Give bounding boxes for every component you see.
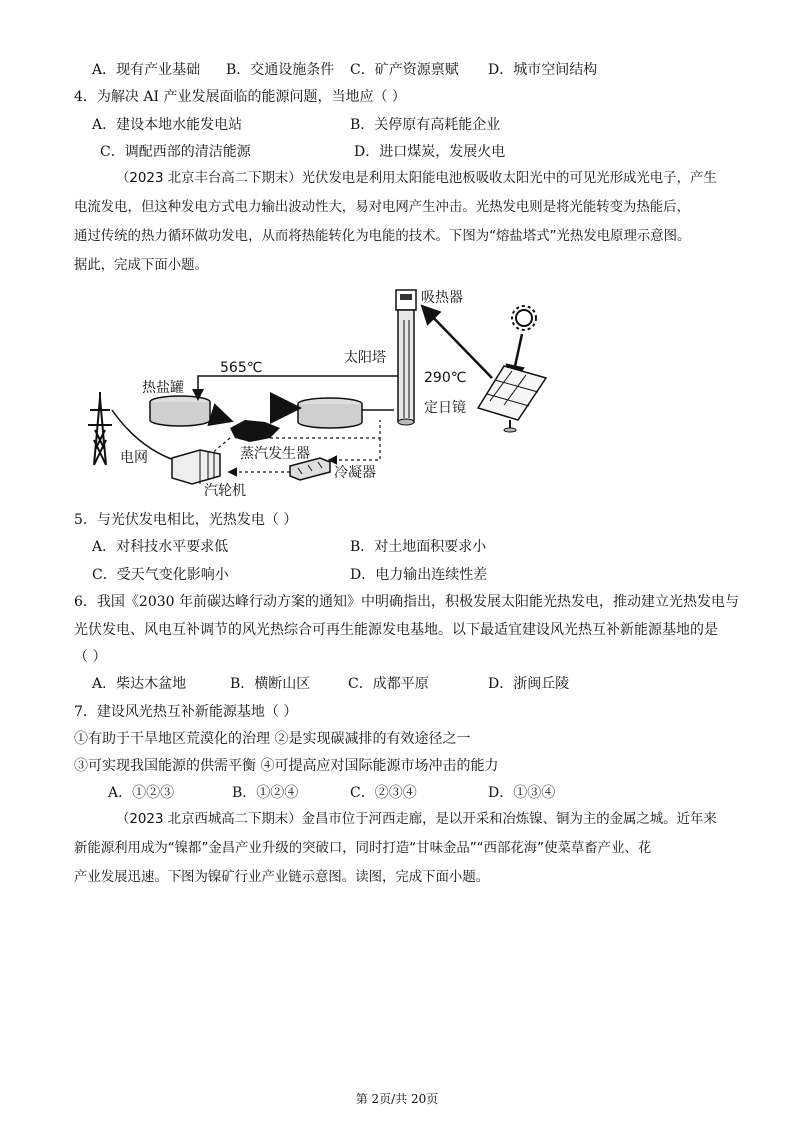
cold-salt-tank xyxy=(298,398,362,428)
power-tower-icon xyxy=(88,392,112,465)
passage1-line: （2023 北京丰台高二下期末）光伏发电是利用太阳能电池板吸收太阳光中的可见光形成光电子，产生 xyxy=(116,171,717,186)
q5-stem: 5．与光伏发电相比，光热发电（ ） xyxy=(74,512,298,528)
q4-option-b: B．关停原有高耗能企业 xyxy=(350,117,501,133)
grid-label: 电网 xyxy=(120,450,148,466)
hot-temperature-label: 565℃ xyxy=(220,360,263,376)
molten-salt-tower-diagram xyxy=(80,280,560,500)
cold-temperature-label: 290℃ xyxy=(424,370,467,386)
hot-salt-tank xyxy=(150,396,210,426)
q6-stem-line: （ ） xyxy=(74,649,107,665)
condenser-label: 冷凝器 xyxy=(334,465,376,481)
q6-stem-line: 6．我国《2030 年前碳达峰行动方案的通知》中明确指出，积极发展太阳能光热发电，推动建立光热发电与 xyxy=(74,594,739,610)
q7-item-line: ③可实现我国能源的供需平衡 ④可提高应对国际能源市场冲击的能力 xyxy=(74,758,499,774)
passage2-line: 产业发展迅速。下图为镍矿行业产业链示意图。读图，完成下面小题。 xyxy=(74,870,490,885)
q5-option-d: D．电力输出连续性差 xyxy=(350,567,488,583)
turbine xyxy=(172,450,220,484)
q6-option-c: C．成都平原 xyxy=(348,676,429,692)
passage-jinchang xyxy=(74,805,734,892)
passage1-line: 电流发电，但这种发电方式电力输出波动性大，易对电网产生冲击。光热发电则是将光能转变为热能后， xyxy=(74,200,690,215)
sun-icon xyxy=(512,306,536,330)
passage2-line: （2023 北京西城高二下期末）金昌市位于河西走廊，是以开采和冶炼镍、铜为主的金属之城。近年来 xyxy=(116,812,717,827)
q5-option-b: B．对土地面积要求小 xyxy=(350,539,487,555)
q5-option-a: A．对科技水平要求低 xyxy=(92,539,229,555)
q7-option-a: A．①②③ xyxy=(108,785,175,801)
tower-label: 太阳塔 xyxy=(344,350,386,366)
q4-option-c: C．调配西部的清洁能源 xyxy=(100,144,251,160)
q7-item-line: ①有助于干旱地区荒漠化的治理 ②是实现碳减排的有效途径之一 xyxy=(74,731,471,747)
q3-option-d: D．城市空间结构 xyxy=(488,62,598,78)
steam-generator xyxy=(230,420,280,442)
turbine-label: 汽轮机 xyxy=(204,483,246,499)
q6-option-d: D．浙闽丘陵 xyxy=(488,676,570,692)
q7-option-d: D．①③④ xyxy=(488,785,556,801)
q5-option-c: C．受天气变化影响小 xyxy=(92,567,229,583)
passage1-line: 据此，完成下面小题。 xyxy=(74,258,208,273)
passage-solar-thermal xyxy=(74,164,734,280)
q3-option-c: C．矿产资源禀赋 xyxy=(350,62,459,78)
page-number: 第 2页/共 20页 xyxy=(355,1092,439,1106)
q7-option-b: B．①②④ xyxy=(232,785,299,801)
passage1-line: 通过传统的热力循环做功发电，从而将热能转化为电能的技术。下图为“熔盐塔式”光热发电原理示意图。 xyxy=(74,229,691,244)
q7-option-c: C．②③④ xyxy=(350,785,417,801)
q3-option-b: B．交通设施条件 xyxy=(226,62,335,78)
q7-stem: 7．建设风光热互补新能源基地（ ） xyxy=(74,704,298,720)
q6-stem-line: 光伏发电、风电互补调节的风光热综合可再生能源发电基地。以下最适宜建设风光热互补新能源基地的是 xyxy=(74,622,718,638)
steam-generator-label: 蒸汽发生器 xyxy=(240,446,310,462)
q4-stem: 4．为解决 AI 产业发展面临的能源问题，当地应（ ） xyxy=(74,89,406,105)
passage2-line: 新能源利用成为“镍都”金昌产业升级的突破口，同时打造“甘味金品”“西部花海”使菜草畜产业、花 xyxy=(74,841,652,856)
absorber-label: 吸热器 xyxy=(421,290,463,306)
heliostat xyxy=(478,366,546,432)
q6-option-a: A．柴达木盆地 xyxy=(92,676,187,692)
solar-tower xyxy=(396,290,416,425)
q4-option-d: D．进口煤炭，发展火电 xyxy=(354,144,506,160)
q6-option-b: B．横断山区 xyxy=(230,676,311,692)
heliostat-label: 定日镜 xyxy=(424,400,466,416)
q3-option-a: A．现有产业基础 xyxy=(92,62,201,78)
hot-tank-label: 热盐罐 xyxy=(142,380,184,396)
q4-option-a: A．建设本地水能发电站 xyxy=(92,117,243,133)
